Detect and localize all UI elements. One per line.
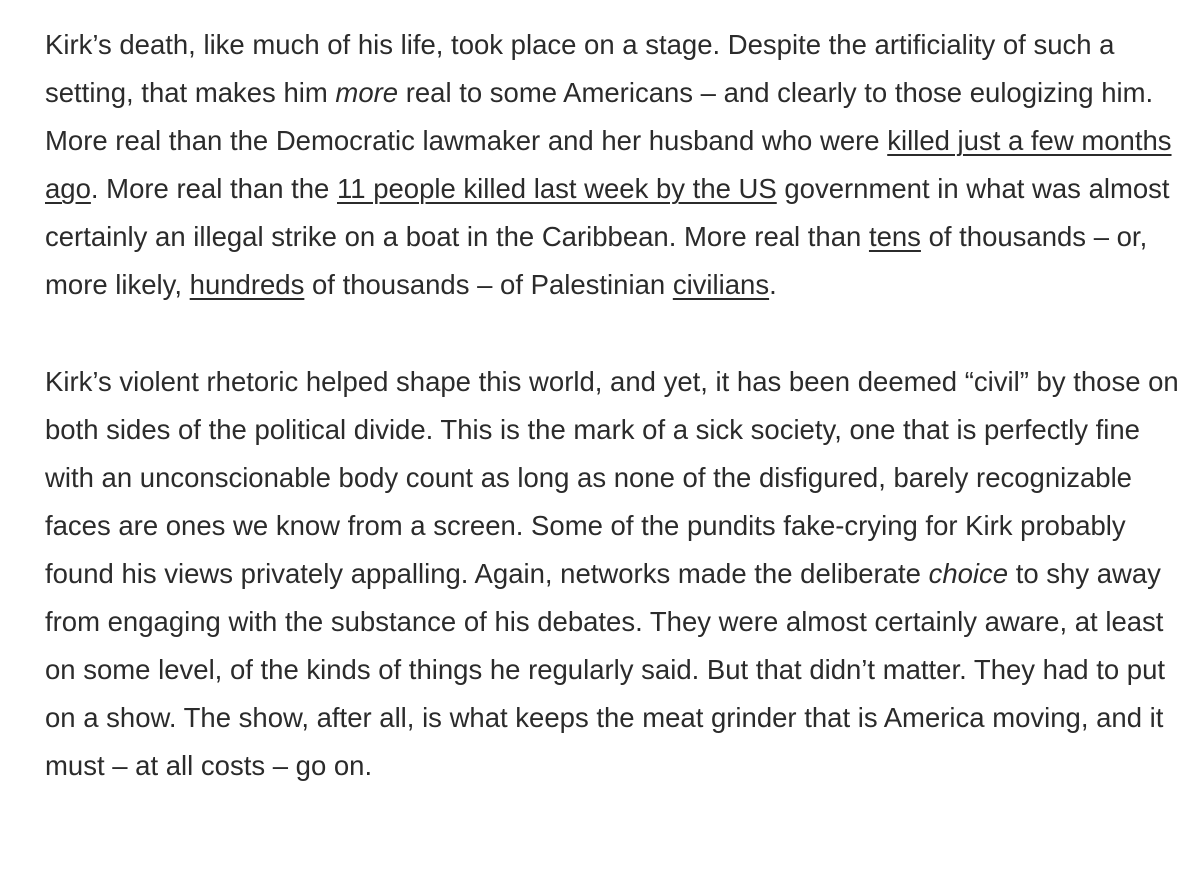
text-segment: government in what was almost certainly an illegal strike on a boat in the Caribbean. More real than xyxy=(45,173,1170,253)
text-segment: of thousands – of Palestinian xyxy=(304,269,673,301)
link-killed-months-ago[interactable]: killed just a few months ago xyxy=(45,125,1172,205)
link-11-people-killed[interactable]: 11 people killed last week by the US xyxy=(337,173,777,205)
text-segment: Kirk’s death, like much of his life, took place on a stage. Despite the artificiality of such a setting, that makes him xyxy=(45,29,1115,109)
paragraph-2 xyxy=(45,358,1182,791)
link-tens[interactable]: tens xyxy=(868,221,921,253)
text-segment: Kirk’s violent rhetoric helped shape this world, and yet, it has been deemed “civil” by those on both sides of the political divide. This is the mark of a sick society, one that is perfectly fine with an unconscionable body count as long as none of the disfigured, barely recognizable faces are ones we know from a screen. Some of the pundits fake-crying for Kirk probably found his views privately appalling. Again, networks made the deliberate xyxy=(45,365,1179,589)
link-hundreds[interactable]: hundreds xyxy=(189,269,305,301)
text-segment: real to some Americans – and clearly to those eulogizing him. More real than the Democratic lawmaker and her husband who were xyxy=(45,77,1154,157)
emphasis-choice: choice xyxy=(928,557,1009,589)
text-segment: . xyxy=(769,269,777,301)
text-segment: to shy away from engaging with the substance of his debates. They were almost certainly aware, at least on some level, of the kinds of things he regularly said. But that didn’t matter. They had to put on a show. The show, after all, is what keeps the meat grinder that is America moving, and it must – at all costs – go on. xyxy=(45,557,1166,782)
emphasis-more: more xyxy=(335,77,399,109)
link-civilians[interactable]: civilians xyxy=(672,269,770,301)
paragraph-1 xyxy=(45,21,1182,310)
text-segment: . More real than the xyxy=(90,173,337,205)
text-segment: of thousands – or, more likely, xyxy=(45,221,1148,301)
